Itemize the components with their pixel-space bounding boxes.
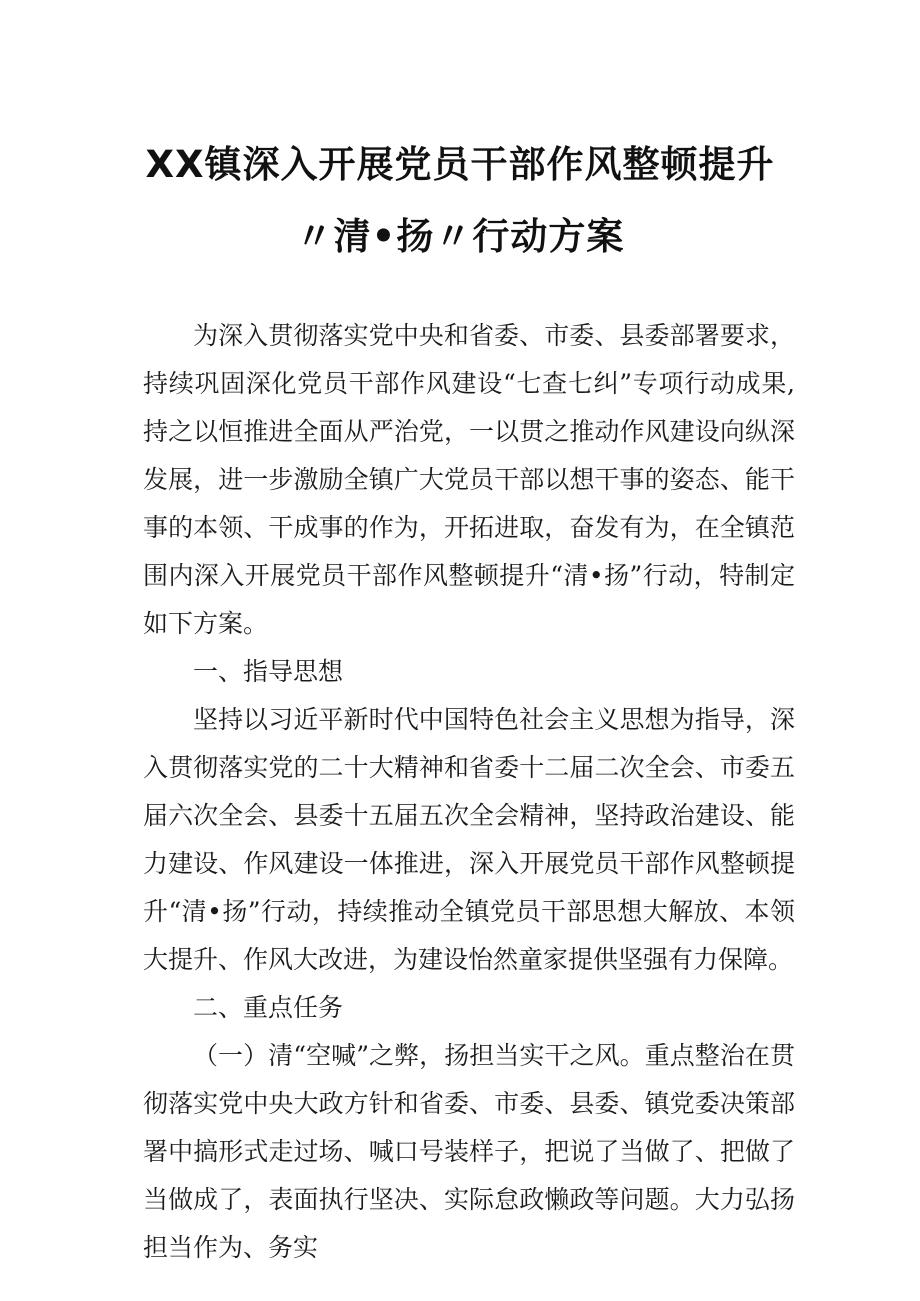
guiding-ideology-paragraph: 坚持以习近平新时代中国特色社会主义思想为指导，深入贯彻落实党的二十大精神和省委十二届二次全会、市委五届六次全会、县委十五届五次全会精神，坚持政治建设、能力建设、作风建设一体推进，深入开展党员干部作风整顿提升“清•扬”行动，持续推动全镇党员干部思想大解放、本领大提升、作风大改进，为建设怡然童家提供坚强有力保障。: [143, 705, 795, 974]
key-task-1-paragraph: （一）清“空喊”之弊，扬担当实干之风。重点整治在贯彻落实党中央大政方针和省委、市委、县委、镇党委决策部署中搞形式走过场、喊口号装样子，把说了当做了、把做了当做成了，表面执行坚决、实际怠政懒政等问题。大力弘扬担当作为、务实: [143, 1041, 795, 1262]
intro-paragraph: 为深入贯彻落实党中央和省委、市委、县委部署要求，持续巩固深化党员干部作风建设“七查七纠”专项行动成果,持之以恒推进全面从严治党，一以贯之推动作风建设向纵深发展，进一步激励全镇广大党员干部以想干事的姿态、能干事的本领、干成事的作为，开拓进取，奋发有为，在全镇范围内深入开展党员干部作风整顿提升“清•扬”行动，特制定如下方案。: [143, 321, 795, 638]
section-heading-guiding-ideology: 一、指导思想: [193, 657, 344, 686]
section-heading-key-tasks: 二、重点任务: [193, 993, 344, 1022]
document-title-line-1: XX镇深入开展党员干部作风整顿提升: [145, 143, 775, 186]
document-title-line-2: 〃清•扬〃行动方案: [295, 215, 625, 258]
document-body: [143, 312, 795, 1272]
